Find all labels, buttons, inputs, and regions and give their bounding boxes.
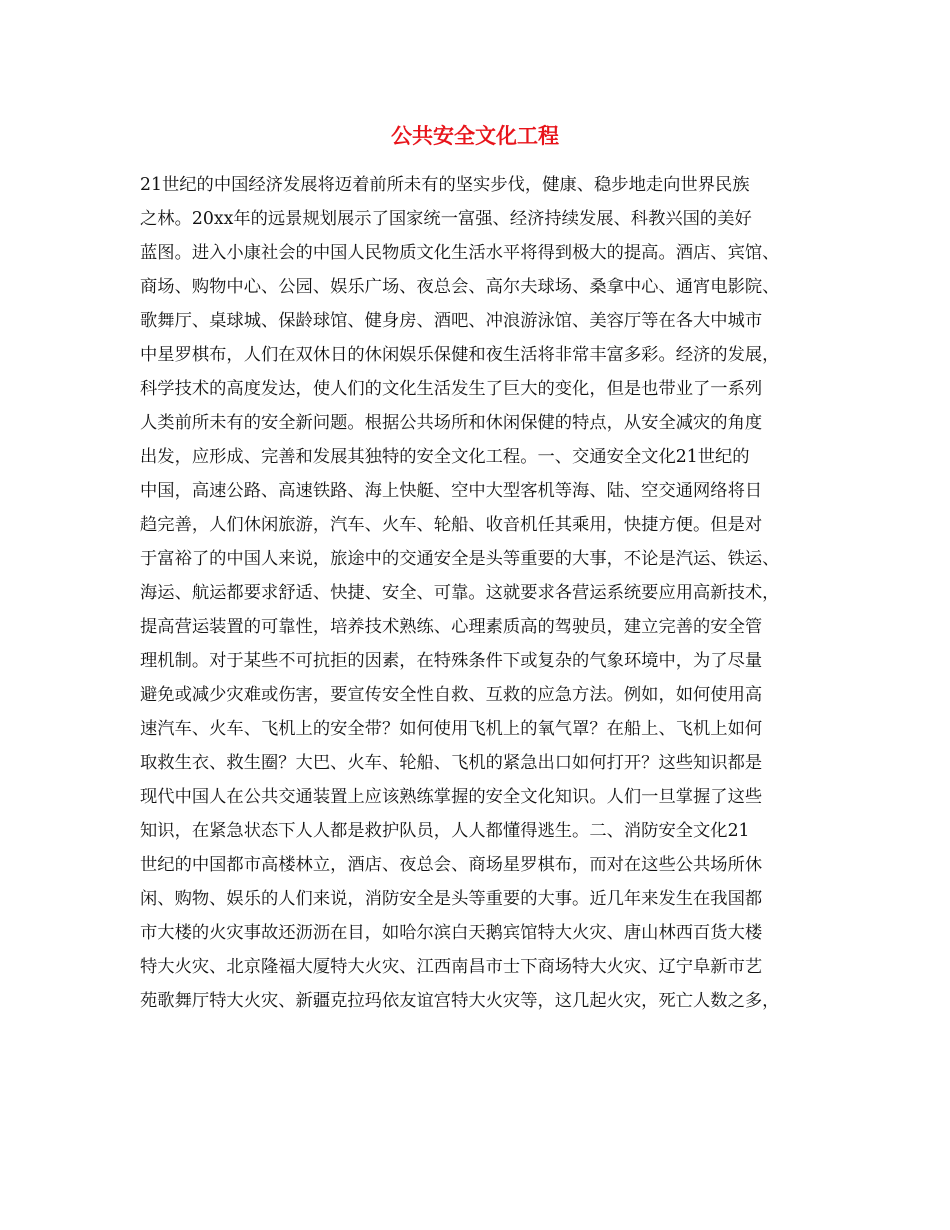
body-line: 科学技术的高度发达，使人们的文化生活发生了巨大的变化，但是也带业了一系列 [140,379,763,399]
body-line: 中星罗棋布，人们在双休日的休闲娱乐保健和夜生活将非常丰富多彩。经济的发展， [140,345,780,365]
body-line: 出发，应形成、完善和发展其独特的安全文化工程。一、交通安全文化21世纪的 [140,447,750,467]
body-line: 中国，高速公路、高速铁路、海上快艇、空中大型客机等海、陆、空交通网络将日 [140,481,763,501]
body-line: 之林。20xx年的远景规划展示了国家统一富强、经济持续发展、科教兴国的美好 [140,209,752,229]
body-line: 趋完善，人们休闲旅游，汽车、火车、轮船、收音机任其乘用，快捷方便。但是对 [140,515,763,535]
body-line: 闲、购物、娱乐的人们来说，消防安全是头等重要的大事。近几年来发生在我国都 [140,889,763,909]
body-line: 歌舞厅、桌球城、保龄球馆、健身房、酒吧、冲浪游泳馆、美容厅等在各大中城市 [140,311,763,331]
body-line: 提高营运装置的可靠性，培养技术熟练、心理素质高的驾驶员，建立完善的安全管 [140,617,763,637]
body-line: 知识，在紧急状态下人人都是救护队员，人人都懂得逃生。二、消防安全文化21 [140,821,750,841]
document-body [140,168,820,1018]
document-title: 公共安全文化工程 [391,123,559,148]
body-line: 21世纪的中国经济发展将迈着前所未有的坚实步伐，健康、稳步地走向世界民族 [140,175,750,195]
body-line: 避免或减少灾难或伤害，要宣传安全性自救、互救的应急方法。例如，如何使用高 [140,685,763,705]
body-line: 蓝图。进入小康社会的中国人民物质文化生活水平将得到极大的提高。酒店、宾馆、 [140,243,780,263]
body-line: 理机制。对于某些不可抗拒的因素，在特殊条件下或复杂的气象环境中，为了尽量 [140,651,763,671]
body-line: 现代中国人在公共交通装置上应该熟练掌握的安全文化知识。人们一旦掌握了这些 [140,787,763,807]
body-line: 于富裕了的中国人来说，旅途中的交通安全是头等重要的大事，不论是汽运、铁运、 [140,549,780,569]
body-line: 海运、航运都要求舒适、快捷、安全、可靠。这就要求各营运系统要应用高新技术， [140,583,780,603]
body-line: 特大火灾、北京隆福大厦特大火灾、江西南昌市士下商场特大火灾、辽宁阜新市艺 [140,957,763,977]
body-line: 世纪的中国都市高楼林立，酒店、夜总会、商场星罗棋布，而对在这些公共场所休 [140,855,763,875]
body-line: 速汽车、火车、飞机上的安全带？如何使用飞机上的氧气罩？在船上、飞机上如何 [140,719,763,739]
body-line: 人类前所未有的安全新问题。根据公共场所和休闲保健的特点，从安全减灾的角度 [140,413,763,433]
body-line: 市大楼的火灾事故还沥沥在目，如哈尔滨白天鹅宾馆特大火灾、唐山林西百货大楼 [140,923,763,943]
body-line: 商场、购物中心、公园、娱乐广场、夜总会、高尔夫球场、桑拿中心、通宵电影院、 [140,277,780,297]
body-line: 苑歌舞厅特大火灾、新疆克拉玛依友谊宫特大火灾等，这几起火灾，死亡人数之多， [140,991,780,1011]
body-line: 取救生衣、救生圈？大巴、火车、轮船、飞机的紧急出口如何打开？这些知识都是 [140,753,763,773]
